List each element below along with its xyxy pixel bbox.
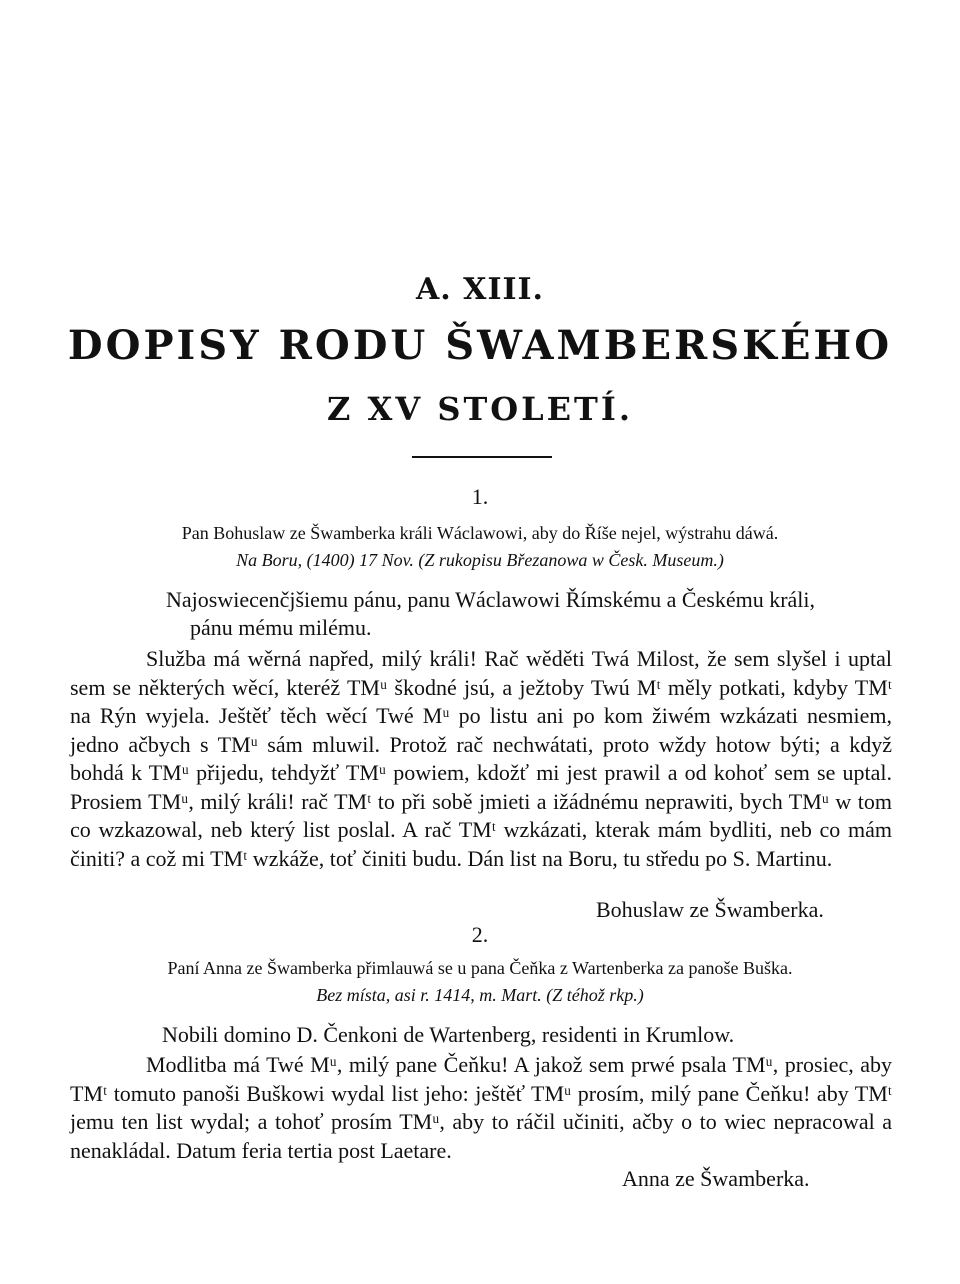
page-subtitle: Z XV STOLETÍ.	[327, 390, 633, 428]
letter-2-address: Nobili domino D. Čenkoni de Wartenberg, residenti in Krumlow.	[162, 1022, 735, 1047]
section-number: A. XIII.	[416, 272, 544, 307]
letter-1-body: Služba má wěrná napřed, milý králi! Rač wěděti Twá Milost, že sem slyšel i uptal sem se některých wěcí, kteréž TMᵘ škodné jsú, a ježtoby Twú Mᵗ měly potkati, kdyby TMᵗ na Rýn wyjela. Ještěť těch wěcí Twé Mᵘ po listu ani po kom žiwém wzkázati nesmiem, jedno ačbych s TMᵘ sám mluwil. Protož rač nechwátati, proto wždy hotow býti; a když bohdá k TMᵘ přijedu, tehdyžť TMᵘ powiem, kdožť mi jest prawil a od kohoť sem se uptal. Prosiem TMᵘ, milý králi! rač TMᵗ to při sobě jmieti a ižádnému neprawiti, bych TMᵘ w tom co wzkazowal, neb který list poslal. A rač TMᵗ wzkázati, kterak mám bydliti, neb co mám činiti? a což mi TMᵗ wzkáže, toť činiti budu. Dán list na Boru, tu středu po S. Martinu.	[70, 646, 892, 871]
letter-2-signature: Anna ze Šwamberka.	[622, 1166, 810, 1191]
letter-1-number: 1.	[471, 484, 489, 509]
title-divider	[412, 456, 552, 458]
letter-1-address-line2: pánu mému milému.	[190, 615, 372, 640]
letter-2-summary: Paní Anna ze Šwamberka přimlauwá se u pana Čeňka z Wartenberka za panoše Buška.	[167, 958, 793, 978]
page-title: DOPISY RODU ŠWAMBERSKÉHO	[67, 322, 893, 369]
letter-2-meta: Bez místa, asi r. 1414, m. Mart. (Z téhož rkp.)	[316, 985, 644, 1005]
letter-1-summary: Pan Bohuslaw ze Šwamberka králi Wáclawowi, aby do Říše nejel, wýstrahu dáwá.	[181, 523, 779, 543]
letter-1-address-line1: Najoswiecenčjšiemu pánu, panu Wáclawowi Římskému a Českému králi,	[166, 587, 816, 612]
letter-1-meta: Na Boru, (1400) 17 Nov. (Z rukopisu Březanowa w Česk. Museum.)	[236, 550, 724, 570]
letter-2-number: 2.	[471, 922, 489, 947]
letter-2-body: Modlitba má Twé Mᵘ, milý pane Čeňku! A jakož sem prwé psala TMᵘ, prosiec, aby TMᵗ tomuto panoši Buškowi wydal list jeho: ještěť TMᵘ prosím, milý pane Čeňku! aby TMᵗ jemu ten list wydal; a tohoť prosím TMᵘ, aby to ráčil učiniti, ačby o to wiec nepracowal a nenakládal. Datum feria tertia post Laetare.	[70, 1052, 892, 1163]
letter-1-signature: Bohuslaw ze Šwamberka.	[596, 897, 824, 922]
